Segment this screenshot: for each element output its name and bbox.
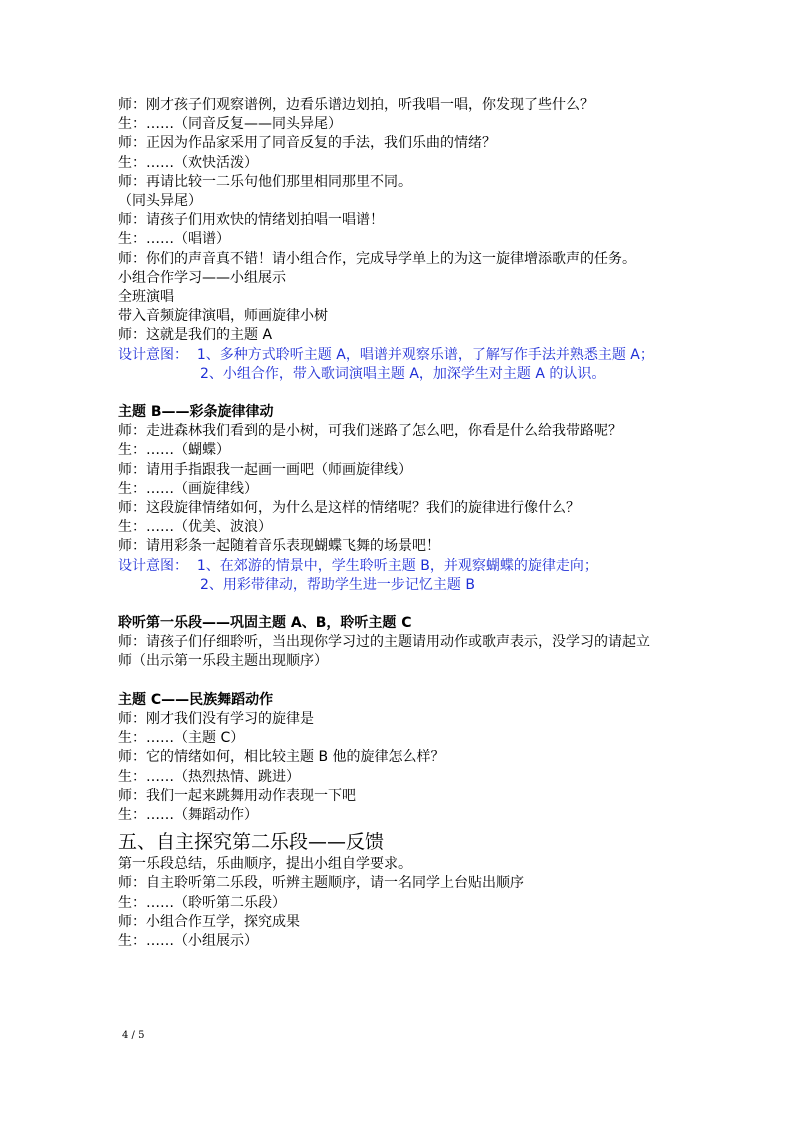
design-intent: 设计意图： 1、在郊游的情景中，学生聆听主题 B，并观察蝴蝶的旋律走向； — [118, 557, 598, 574]
design-intent: 2、用彩带律动，帮助学生进一步记忆主题 B — [200, 576, 475, 593]
page-number: 4 / 5 — [122, 1030, 145, 1041]
section-heading: 主题 C——民族舞蹈动作 — [118, 691, 274, 708]
paragraph: 小组合作学习——小组展示 — [118, 269, 286, 286]
paragraph: 师：我们一起来跳舞用动作表现一下吧 — [118, 787, 356, 804]
paragraph: 带入音频旋律演唱，师画旋律小树 — [118, 308, 328, 325]
section-heading: 主题 B——彩条旋律律动 — [118, 404, 274, 421]
paragraph: 全班演唱 — [118, 289, 174, 306]
paragraph: 生：……（欢快活泼） — [118, 154, 258, 171]
paragraph: 生：……（热烈热情、跳进） — [118, 768, 300, 785]
paragraph: 师：再请比较一二乐句他们那里相同那里不同。 — [118, 173, 412, 190]
paragraph: 师：自主聆听第二乐段，听辨主题顺序，请一名同学上台贴出顺序 — [118, 875, 524, 892]
paragraph: 师：小组合作互学，探究成果 — [118, 913, 300, 930]
paragraph: 师：刚才孩子们观察谱例，边看乐谱边划拍，听我唱一唱，你发现了些什么？ — [118, 97, 594, 113]
paragraph: 师：请用彩条一起随着音乐表现蝴蝶飞舞的场景吧！ — [118, 538, 440, 555]
paragraph: 生：……（蝴蝶） — [118, 442, 230, 459]
paragraph: 师：请孩子们仔细聆听，当出现你学习过的主题请用动作或歌声表示，没学习的请起立 — [118, 634, 650, 651]
paragraph: 第一乐段总结，乐曲顺序，提出小组自学要求。 — [118, 856, 412, 873]
paragraph: 生：……（画旋律线） — [118, 480, 258, 497]
paragraph: （同头异尾） — [118, 193, 202, 210]
paragraph: 生：……（同音反复——同头异尾） — [118, 116, 342, 133]
paragraph: 师：你们的声音真不错！请小组合作，完成导学单上的为这一旋律增添歌声的任务。 — [118, 250, 636, 267]
paragraph: 师：这就是我们的主题 A — [118, 327, 273, 344]
paragraph: 生：……（舞蹈动作） — [118, 806, 258, 823]
section-heading: 聆听第一乐段——巩固主题 A、B，聆听主题 C — [118, 615, 412, 632]
paragraph: 师（出示第一乐段主题出现顺序） — [118, 653, 328, 670]
paragraph: 师：它的情绪如何，相比较主题 B 他的旋律怎么样？ — [118, 749, 445, 766]
section-title: 五、自主探究第二乐段——反馈 — [118, 831, 385, 854]
document-page — [118, 96, 688, 951]
design-intent: 2、小组合作，带入歌词演唱主题 A，加深学生对主题 A 的认识。 — [200, 365, 606, 382]
paragraph: 师：走进森林我们看到的是小树，可我们迷路了怎么吧，你看是什么给我带路呢？ — [118, 423, 622, 440]
paragraph: 生：……（优美、波浪） — [118, 519, 272, 536]
design-intent: 设计意图： 1、多种方式聆听主题 A，唱谱并观察乐谱，了解写作手法并熟悉主题 A； — [118, 346, 654, 363]
paragraph: 生：……（主题 C） — [118, 730, 245, 747]
paragraph: 师：刚才我们没有学习的旋律是 — [118, 710, 314, 727]
paragraph: 师：这段旋律情绪如何，为什么是这样的情绪呢？我们的旋律进行像什么？ — [118, 500, 580, 517]
paragraph: 师：正因为作品家采用了同音反复的手法，我们乐曲的情绪？ — [118, 135, 496, 152]
paragraph: 生：……（聆听第二乐段） — [118, 894, 286, 911]
paragraph: 生：……（小组展示） — [118, 932, 258, 949]
paragraph: 师：请孩子们用欢快的情绪划拍唱一唱谱！ — [118, 212, 384, 229]
paragraph: 生：……（唱谱） — [118, 231, 230, 248]
paragraph: 师：请用手指跟我一起画一画吧（师画旋律线） — [118, 461, 412, 478]
